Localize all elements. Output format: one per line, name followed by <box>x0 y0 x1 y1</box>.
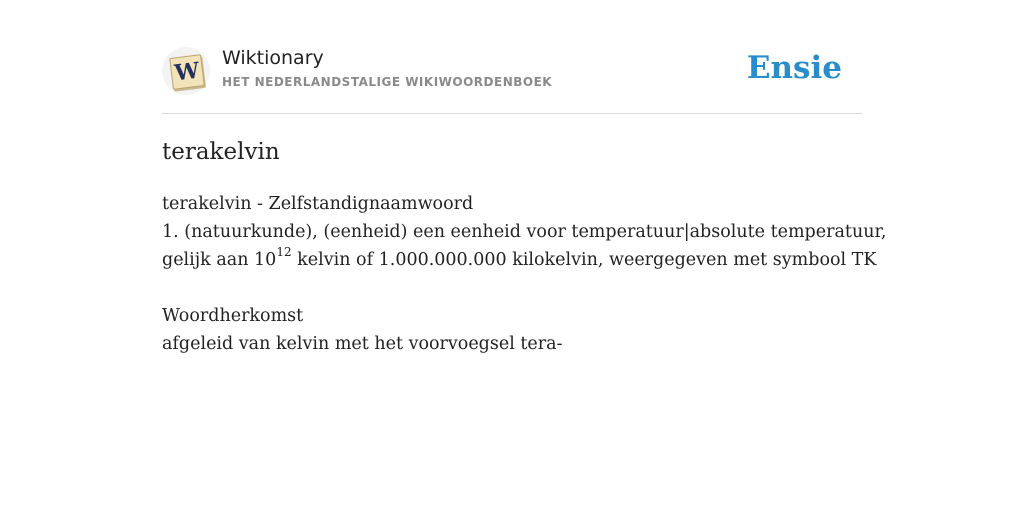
part-of-speech-line: terakelvin - Zelfstandignaamwoord <box>162 194 474 214</box>
entry-content <box>162 136 887 358</box>
definition-line-1: 1. (natuurkunde), (eenheid) een eenheid voor temperatuur|absolute temperatuur, <box>162 222 887 242</box>
definition-line-2 <box>162 245 877 274</box>
definition-exponent: 12 <box>276 245 292 260</box>
definition-prefix: gelijk aan 10 <box>162 250 277 270</box>
wiktionary-logo[interactable] <box>162 47 210 95</box>
site-header <box>162 44 862 114</box>
etymology-heading: Woordherkomst <box>162 306 304 326</box>
entry-title: terakelvin <box>162 139 280 165</box>
site-subtitle: HET NEDERLANDSTALIGE WIKIWOORDENBOEK <box>222 75 553 89</box>
site-name[interactable]: Wiktionary <box>222 47 324 69</box>
section-spacer <box>162 274 872 302</box>
definition-suffix: kelvin of 1.000.000.000 kilokelvin, weergegeven met symbool TK <box>291 250 877 270</box>
wiktionary-logo-icon: W <box>169 54 205 90</box>
ensie-logo-link[interactable]: Ensie <box>746 50 842 86</box>
etymology-text: afgeleid van kelvin met het voorvoegsel tera- <box>162 334 563 354</box>
